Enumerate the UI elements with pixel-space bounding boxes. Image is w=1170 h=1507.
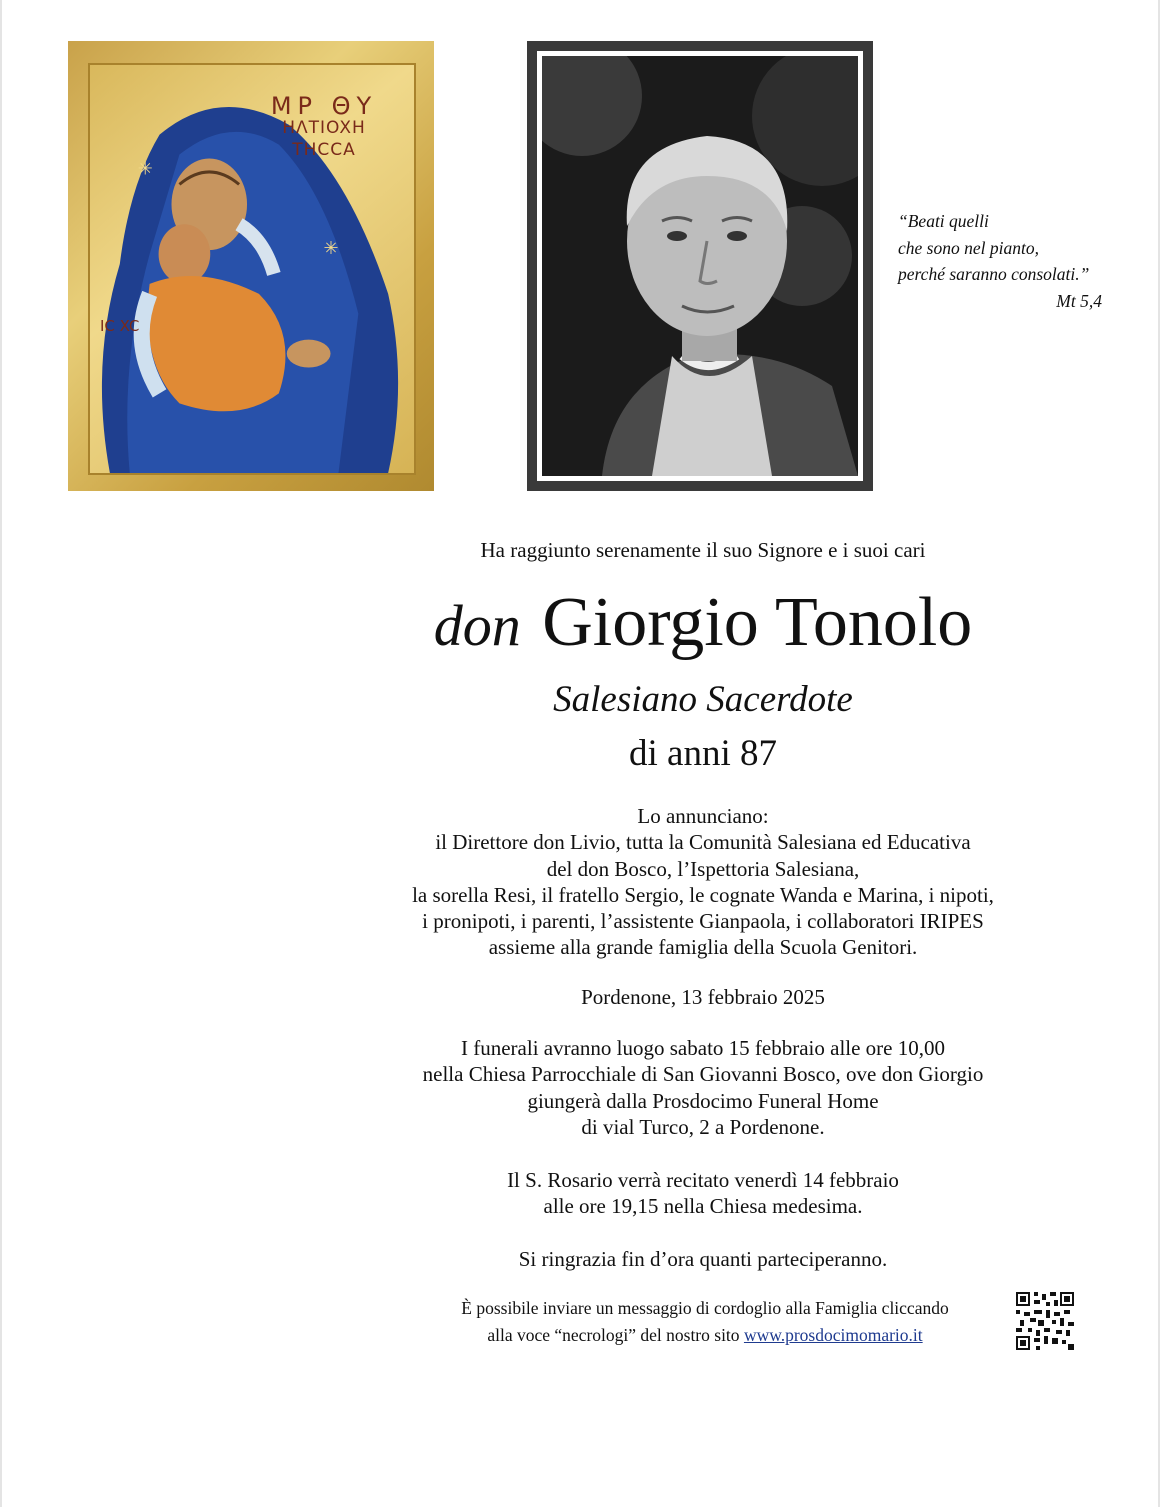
funeral-paragraph	[340, 1035, 1066, 1140]
funeral-line: nella Chiesa Parrocchiale di San Giovanni Bosco, ove don Giorgio	[422, 1062, 984, 1087]
notice-intro: Ha raggiunto serenamente il suo Signore e i suoi cari	[480, 538, 926, 562]
announcers-line: la sorella Resi, il fratello Sergio, le cognate Wanda e Marina, i nipoti,	[412, 882, 994, 907]
rosary-line: Il S. Rosario verrà recitato venerdì 14 febbraio	[507, 1168, 899, 1192]
bible-quote	[898, 208, 1138, 314]
rosary-line: alle ore 19,15 nella Chiesa medesima.	[543, 1194, 863, 1219]
announcers-line: del don Bosco, l’Ispettoria Salesiana,	[546, 856, 860, 881]
quote-line: perché saranno consolati.”	[898, 264, 1090, 284]
announcers-paragraph	[340, 803, 1066, 961]
qr-code-icon[interactable]	[1016, 1292, 1074, 1350]
funeral-line: di vial Turco, 2 a Pordenone.	[581, 1114, 825, 1139]
footer-line1: È possibile inviare un messaggio di cordoglio alla Famiglia cliccando	[461, 1298, 949, 1318]
icon-panel	[88, 63, 416, 475]
funeral-line: I funerali avranno luogo sabato 15 febbraio alle ore 10,00	[461, 1036, 945, 1060]
announcers-line: Lo annunciano:	[637, 804, 769, 828]
quote-line: “Beati quelli	[898, 211, 989, 231]
website-link[interactable]: www.prosdocimomario.it	[743, 1325, 923, 1345]
icon-inscription-line1: MP ΘY	[270, 92, 378, 120]
footer-line2	[380, 1322, 1030, 1349]
svg-text:✳: ✳	[323, 238, 339, 260]
portrait-mat	[537, 51, 863, 481]
deceased-full-name: Giorgio Tonolo	[542, 584, 973, 661]
rosary-paragraph	[340, 1167, 1066, 1220]
icon-inscription-line3: THCCA	[292, 140, 356, 160]
condolence-footer	[380, 1295, 1030, 1349]
icon-inscription-line2: HΛTIOXH	[282, 118, 366, 138]
page-left-edge	[0, 0, 2, 1507]
quote-reference: Mt 5,4	[1056, 290, 1102, 311]
footer-line2-prefix: alla voce “necrologi” del nostro sito	[487, 1325, 740, 1345]
portrait-photo	[542, 56, 858, 476]
icon-inscription	[264, 92, 384, 161]
deceased-age: di anni 87	[629, 733, 777, 774]
svg-text:✳: ✳	[137, 158, 153, 180]
deceased-name	[340, 578, 1066, 671]
quote-line: che sono nel pianto,	[898, 237, 1039, 258]
icon-side-inscription: IC XC	[100, 317, 140, 335]
madonna-icon-image	[68, 41, 434, 491]
page-right-edge	[1158, 0, 1160, 1507]
funeral-line: giungerà dalla Prosdocimo Funeral Home	[527, 1088, 879, 1113]
place-date: Pordenone, 13 febbraio 2025	[581, 985, 825, 1009]
announcers-line: i pronipoti, i parenti, l’assistente Gianpaola, i collaboratori IRIPES	[422, 909, 984, 934]
deceased-title: don	[433, 593, 521, 658]
announcers-line: il Direttore don Livio, tutta la Comunità Salesiana ed Educativa	[435, 830, 971, 855]
announcers-line: assieme alla grande famiglia della Scuola Genitori.	[488, 935, 918, 960]
deceased-role: Salesiano Sacerdote	[553, 679, 853, 720]
portrait-frame	[527, 41, 873, 491]
thanks-line: Si ringrazia fin d’ora quanti parteciperanno.	[518, 1247, 888, 1271]
portrait-person-icon	[542, 56, 858, 476]
